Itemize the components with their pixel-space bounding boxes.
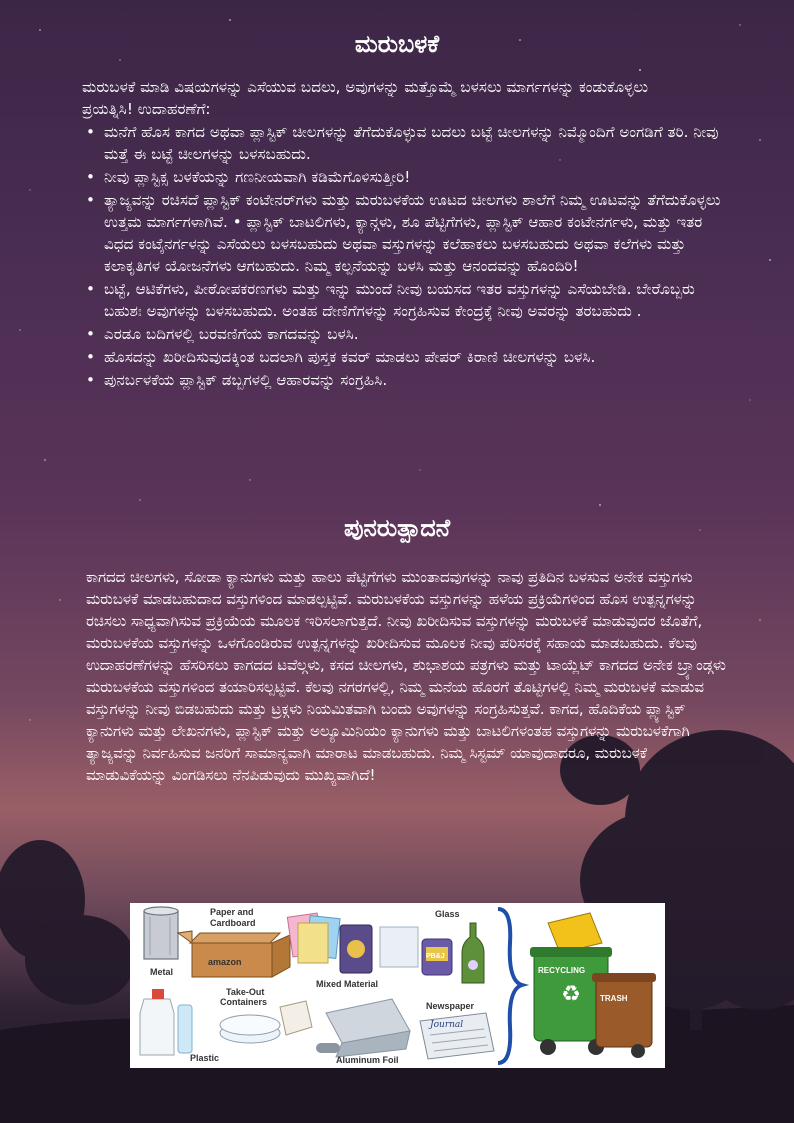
tips-list <box>84 121 724 392</box>
list-item: • ಮನೆಗೆ ಹೊಸ ಕಾಗದ ಅಥವಾ ಪ್ಲಾಸ್ಟಿಕ್ ಚೀಲಗಳನ್ನು ತೆಗೆದುಕೊಳ್ಳುವ ಬದಲು ಬಟ್ಟೆ ಚೀಲಗಳನ್ನು ನಿಮ್ಮೊಂದಿಗೆ ಅಂಗಡಿಗೆ ತರಿ. ನೀವು ಮತ್ತೆ ಈ ಬಟ್ಟೆ ಚೀಲಗಳನ್ನು ಬಳಸಬಹುದು. <box>86 123 719 163</box>
list-item: • ಪುನರ್ಬಳಕೆಯ ಪ್ಲಾಸ್ಟಿಕ್ ಡಬ್ಬಗಳಲ್ಲಿ ಆಹಾರವನ್ನು ಸಂಗ್ರಹಿಸಿ. <box>86 371 388 389</box>
label-paper-2: Cardboard <box>210 918 256 928</box>
section-title-recycle: ಮರುಬಳಕೆ <box>354 30 440 58</box>
metal-can-icon <box>144 907 178 959</box>
list-item-text: ಎರಡೂ ಬದಿಗಳಲ್ಲಿ ಬರವಣಿಗೆಯ ಕಾಗದವನ್ನು ಬಳಸಿ. <box>104 325 359 343</box>
list-item: • ನೀವು ಪ್ಲಾಸ್ಟಿಕ್ಸ ಬಳಕೆಯನ್ನು ಗಣನೀಯವಾಗಿ ಕಡಿಮೆಗೊಳಿಸುತ್ತೀರಿ! <box>86 168 411 186</box>
label-takeout-1: Take-Out <box>226 987 265 997</box>
newspaper-masthead: Journal <box>430 1020 464 1030</box>
list-item-text: ಬಟ್ಟೆ, ಆಟಿಕೆಗಳು, ಪೀಠೋಪಕರಣಗಳು ಮತ್ತು ಇನ್ನು ಮುಂದೆ ನೀವು ಬಯಸದ ಇತರ ವಸ್ತುಗಳನ್ನು ಎಸೆಯಬೇಡಿ. ಬೇರೊಬ್ಬರು ಬಹುಶಃ ಅವುಗಳನ್ನು ಬಳಸಬಹುದು. ಅಂತಹ ದೇಣಿಗೆಗಳನ್ನು ಸಂಗ್ರಹಿಸುವ ಕೇಂದ್ರಕ್ಕೆ ನೀವು ಅವರನ್ನು ತರಬಹುದು . <box>104 280 695 320</box>
label-mixed: Mixed Material <box>316 979 379 989</box>
paper-sheets-icon <box>287 913 340 963</box>
mixed-material-icon <box>340 925 372 973</box>
section-title-regeneration: ಪುನರುತ್ಪಾದನೆ <box>343 514 451 542</box>
recycling-illustration <box>130 903 665 1068</box>
list-item-text: ತ್ಯಾಜ್ಯವನ್ನು ರಚಿಸದೆ ಪ್ಲಾಸ್ಟಿಕ್ ಕಂಟೇನರ್‌ಗಳು ಮತ್ತು ಮರುಬಳಕೆಯ ಊಟದ ಚೀಲಗಳು ಶಾಲೆಗೆ ನಿಮ್ಮ ಊಟವನ್ನು ತೆಗೆದುಕೊಳ್ಳಲು ಉತ್ತಮ ಮಾರ್ಗಗಳಾಗಿವೆ. • ಪ್ಲಾಸ್ಟಿಕ್ ಬಾಟಲಿಗಳು, ಕ್ಯಾನ್ಗಳು, ಶೂ ಪೆಟ್ಟಿಗೆಗಳು, ಪ್ಲಾಸ್ಟಿಕ್ ಆಹಾರ ಕಂಟೇನರ್ಗಳು, ಮತ್ತು ಇತರ ವಿಧದ ಕಂಟೈನರ್ಗಳನ್ನು ಎಸೆಯಲು ಬಳಸಬಹುದು ಅಥವಾ ವಸ್ತುಗಳನ್ನು ಕಲೆಹಾಕಲು ಬಳಸಬಹುದು ಅಥವಾ ಕಲೆಗಳು ಮತ್ತು ಕಲಾಕೃತಿಗಳ ಯೋಜನೆಗಳು ಆಗಬಹುದು. ನಿಮ್ಮ ಕಲ್ಪನೆಯನ್ನು ಬಳಸಿ ಮತ್ತು ಆನಂದವನ್ನು ಹೊಂದಿರಿ! <box>104 191 721 275</box>
label-foil: Aluminum Foil <box>336 1055 399 1065</box>
cardboard-box-icon <box>178 931 290 977</box>
intro-paragraph: ಮರುಬಳಕೆ ಮಾಡಿ ವಿಷಯಗಳನ್ನು ಎಸೆಯುವ ಬದಲು, ಅವುಗಳನ್ನು ಮತ್ತೊಮ್ಮೆ ಬಳಸಲು ಮಾರ್ಗಗಳನ್ನು ಕಂಡುಕೊಳ್ಳಲು ಪ್ರಯತ್ನಿಸಿ! ಉದಾಹರಣೆಗೆ: <box>82 78 649 118</box>
box-brand-text: amazon <box>208 957 242 967</box>
label-metal: Metal <box>150 967 174 977</box>
grouping-bracket <box>498 909 522 1063</box>
trash-bin-icon <box>592 973 656 1058</box>
aluminum-foil-icon <box>316 999 410 1057</box>
label-paper-1: Paper and <box>210 907 254 917</box>
regeneration-paragraph: ಕಾಗದದ ಚೀಲಗಳು, ಸೋಡಾ ಕ್ಯಾನುಗಳು ಮತ್ತು ಹಾಲು ಪೆಟ್ಟಿಗೆಗಳು ಮುಂತಾದವುಗಳನ್ನು ನಾವು ಪ್ರತಿದಿನ ಬಳಸುವ ಅನೇಕ ವಸ್ತುಗಳು ಮರುಬಳಕೆ ಮಾಡಬಹುದಾದ ವಸ್ತುಗಳಿಂದ ಮಾಡಲ್ಪಟ್ಟಿವೆ. ಮರುಬಳಕೆಯ ವಸ್ತುಗಳನ್ನು ಹಳೆಯ ಪ್ರಕ್ರಿಯೆಗಳಿಂದ ಹೊಸ ಉತ್ಪನ್ನಗಳನ್ನು ರಚಿಸಲು ಸಾಧ್ಯವಾಗಿಸುವ ಪ್ರಕ್ರಿಯೆಯ ಮೂಲಕ ಇರಿಸಲಾಗುತ್ತದೆ. ನೀವು ಖರೀದಿಸುವ ವಸ್ತುಗಳನ್ನು ಮರುಬಳಕೆ ಮಾಡುವುದರ ಜೊತೆಗೆ, ಮರುಬಳಕೆಯ ವಸ್ತುಗಳನ್ನು ಒಳಗೊಂಡಿರುವ ಉತ್ಪನ್ನಗಳನ್ನು ಖರೀದಿಸುವ ಮೂಲಕ ನೀವು ಪರಿಸರಕ್ಕೆ ಸಹಾಯ ಮಾಡಬಹುದು. ಕೆಲವು ಉದಾಹರಣೆಗಳನ್ನು ಹೆಸರಿಸಲು ಕಾಗದದ ಟವೆಲ್ಗಳು, ಕಸದ ಚೀಲಗಳು, ಶುಭಾಶಯ ಪತ್ರಗಳು ಮತ್ತು ಟಾಯ್ಲೆಟ್ ಕಾಗದದ ಅನೇಕ ಬ್ರ್ಯಾಂಡ್ಗಳು ಮರುಬಳಕೆಯ ವಸ್ತುಗಳಿಂದ ತಯಾರಿಸಲ್ಪಟ್ಟಿವೆ. ಕೆಲವು ನಗರಗಳಲ್ಲಿ, ನಿಮ್ಮ ಮನೆಯ ಹೊರಗೆ ತೊಟ್ಟಿಗಳಲ್ಲಿ ನಿಮ್ಮ ಮರುಬಳಕೆ ಮಾಡುವ ವಸ್ತುಗಳನ್ನು ನೀವು ಬಿಡಬಹುದು ಮತ್ತು ಟ್ರಕ್ಗಳು ನಿಯಮಿತವಾಗಿ ಬಂದು ಅವುಗಳನ್ನು ಸಂಗ್ರಹಿಸುತ್ತವೆ. ಕಾಗದ, ಹೊದಿಕೆಯ ಪ್ಲ್ಯಾಸ್ಟಿಕ್ ಕ್ಯಾನುಗಳು ಮತ್ತು ಲೇಖನಗಳು, ಪ್ಲಾಸ್ಟಿಕ್ ಮತ್ತು ಅಲ್ಯೂಮಿನಿಯಂ ಕ್ಯಾನುಗಳು ಮತ್ತು ಬಾಟಲಿಗಳಂತಹ ವಸ್ತುಗಳನ್ನು ಮರುಬಳಕೆಗಾಗಿ ತ್ಯಾಜ್ಯವನ್ನು ನಿರ್ವಹಿಸುವ ಜನರಿಗೆ ಸಾಮಾನ್ಯವಾಗಿ ಮಾರಾಟ ಮಾಡಬಹುದು. ನಿಮ್ಮ ಸಿಸ್ಟಮ್ ಯಾವುದಾದರೂ, ಮರುಬಳಕೆ ಮಾಡುವಿಕೆಯನ್ನು ವಿಂಗಡಿಸಲು ನೆನಪಿಡುವುದು ಮುಖ್ಯವಾಗಿದೆ! <box>86 568 726 784</box>
plastic-jug-icon <box>140 989 192 1055</box>
svg-text:♻: ♻ <box>561 982 581 1007</box>
list-item: • ತ್ಯಾಜ್ಯವನ್ನು ರಚಿಸದೆ ಪ್ಲಾಸ್ಟಿಕ್ ಕಂಟೇನರ್‌ಗಳು ಮತ್ತು ಮರುಬಳಕೆಯ ಊಟದ ಚೀಲಗಳು ಶಾಲೆಗೆ ನಿಮ್ಮ ಊಟವನ್ನು ತೆಗೆದುಕೊಳ್ಳಲು ಉತ್ತಮ ಮಾರ್ಗಗಳಾಗಿವೆ. • ಪ್ಲಾಸ್ಟಿಕ್ ಬಾಟಲಿಗಳು, ಕ್ಯಾನ್ಗಳು, ಶೂ ಪೆಟ್ಟಿಗೆಗಳು, ಪ್ಲಾಸ್ಟಿಕ್ ಆಹಾರ ಕಂಟೇನರ್ಗಳು, ಮತ್ತು ಇತರ ವಿಧದ ಕಂಟೈನರ್ಗಳನ್ನು ಎಸೆಯಲು ಬಳಸಬಹುದು ಅಥವಾ ವಸ್ತುಗಳನ್ನು ಕಲೆಹಾಕಲು ಬಳಸಬಹುದು ಅಥವಾ ಕಲೆಗಳು ಮತ್ತು ಕಲಾಕೃತಿಗಳ ಯೋಜನೆಗಳು ಆಗಬಹುದು. ನಿಮ್ಮ ಕಲ್ಪನೆಯನ್ನು ಬಳಸಿ ಮತ್ತು ಆನಂದವನ್ನು ಹೊಂದಿರಿ! <box>86 191 721 275</box>
list-item-text: ಹೊಸದನ್ನು ಖರೀದಿಸುವುದಕ್ಕಿಂತ ಬದಲಾಗಿ ಪುಸ್ತಕ ಕವರ್ ಮಾಡಲು ಪೇಪರ್ ಕಿರಾಣಿ ಚೀಲಗಳನ್ನು ಬಳಸಿ. <box>104 348 596 366</box>
recycling-bin-label: RECYCLING <box>538 966 586 975</box>
list-item: • ಬಟ್ಟೆ, ಆಟಿಕೆಗಳು, ಪೀಠೋಪಕರಣಗಳು ಮತ್ತು ಇನ್ನು ಮುಂದೆ ನೀವು ಬಯಸದ ಇತರ ವಸ್ತುಗಳನ್ನು ಎಸೆಯಬೇಡಿ. ಬೇರೊಬ್ಬರು ಬಹುಶಃ ಅವುಗಳನ್ನು ಬಳಸಬಹುದು. ಅಂತಹ ದೇಣಿಗೆಗಳನ್ನು ಸಂಗ್ರಹಿಸುವ ಕೇಂದ್ರಕ್ಕೆ ನೀವು ಅವರನ್ನು ತರಬಹುದು . <box>86 280 695 320</box>
list-item-text: ಪುನರ್ಬಳಕೆಯ ಪ್ಲಾಸ್ಟಿಕ್ ಡಬ್ಬಗಳಲ್ಲಿ ಆಹಾರವನ್ನು ಸಂಗ್ರಹಿಸಿ. <box>104 371 388 389</box>
label-takeout-2: Containers <box>220 997 268 1007</box>
label-glass: Glass <box>435 909 460 919</box>
pb-jar-label: PB&J <box>426 953 445 960</box>
list-item: • ಹೊಸದನ್ನು ಖರೀದಿಸುವುದಕ್ಕಿಂತ ಬದಲಾಗಿ ಪುಸ್ತಕ ಕವರ್ ಮಾಡಲು ಪೇಪರ್ ಕಿರಾಣಿ ಚೀಲಗಳನ್ನು ಬಳಸಿ. <box>86 348 596 366</box>
takeout-container-icon <box>220 1001 312 1043</box>
list-item-text: ಮನೆಗೆ ಹೊಸ ಕಾಗದ ಅಥವಾ ಪ್ಲಾಸ್ಟಿಕ್ ಚೀಲಗಳನ್ನು ತೆಗೆದುಕೊಳ್ಳುವ ಬದಲು ಬಟ್ಟೆ ಚೀಲಗಳನ್ನು ನಿಮ್ಮೊಂದಿಗೆ ಅಂಗಡಿಗೆ ತರಿ. ನೀವು ಮತ್ತೆ ಈ ಬಟ್ಟೆ ಚೀಲಗಳನ್ನು ಬಳಸಬಹುದು. <box>104 123 719 163</box>
label-plastic: Plastic <box>190 1053 220 1063</box>
trash-bin-label: TRASH <box>600 994 628 1003</box>
list-item: • ಎರಡೂ ಬದಿಗಳಲ್ಲಿ ಬರವಣಿಗೆಯ ಕಾಗದವನ್ನು ಬಳಸಿ. <box>86 325 359 343</box>
list-item-text: ನೀವು ಪ್ಲಾಸ್ಟಿಕ್ಸ ಬಳಕೆಯನ್ನು ಗಣನೀಯವಾಗಿ ಕಡಿಮೆಗೊಳಿಸುತ್ತೀರಿ! <box>104 168 411 186</box>
label-newspaper: Newspaper <box>426 1001 475 1011</box>
